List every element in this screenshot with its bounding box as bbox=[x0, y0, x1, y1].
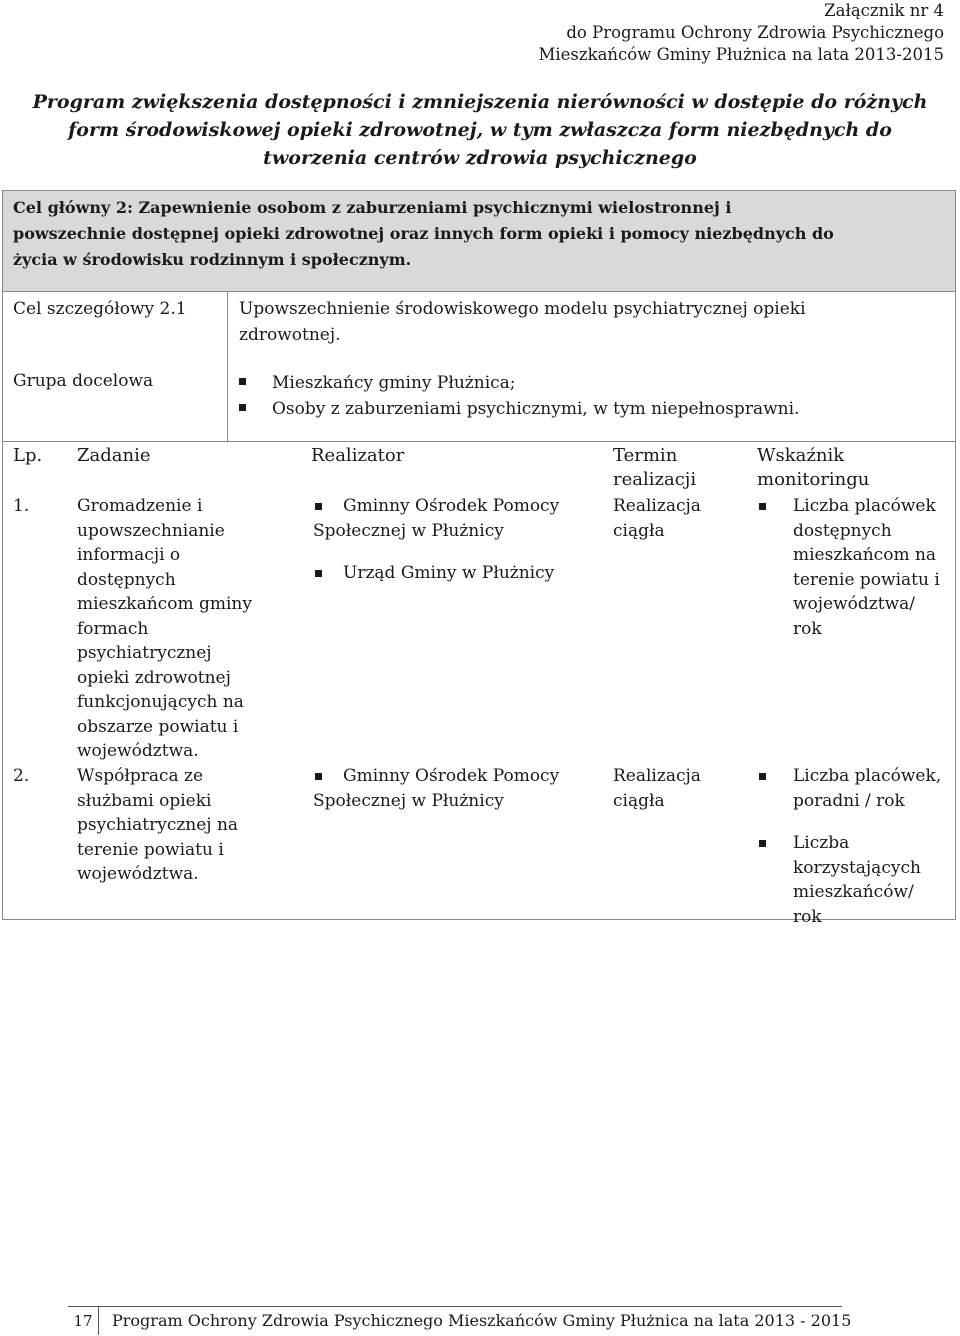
square-bullet-icon bbox=[759, 773, 766, 780]
indicator-line: rok bbox=[793, 618, 822, 639]
tasks-table bbox=[2, 442, 956, 927]
row-2-executors bbox=[313, 764, 603, 813]
executor-item bbox=[313, 561, 603, 586]
task-line: upowszechnianie bbox=[77, 520, 225, 541]
header-term-line-1: Termin bbox=[613, 445, 678, 466]
term-line: ciągła bbox=[613, 790, 665, 811]
task-line: opieki zdrowotnej bbox=[77, 667, 231, 688]
row-2-lp: 2. bbox=[13, 766, 30, 786]
task-line: informacji o bbox=[77, 545, 181, 565]
row-1-indicators bbox=[757, 494, 953, 641]
indicator-line: mieszkańcom na bbox=[793, 545, 937, 565]
target-group-item bbox=[239, 370, 516, 396]
row-1-lp: 1. bbox=[13, 496, 30, 516]
specific-goal-line-2: zdrowotnej. bbox=[239, 325, 341, 345]
header-indicator-line-1: Wskaźnik bbox=[757, 445, 845, 466]
square-bullet-icon bbox=[315, 773, 322, 780]
page-footer bbox=[68, 1306, 852, 1335]
term-line: ciągła bbox=[613, 520, 665, 541]
annex-line-1: Załącznik nr 4 bbox=[824, 1, 944, 20]
row-1-executors bbox=[313, 494, 603, 586]
header-term bbox=[613, 444, 696, 492]
indicator-item bbox=[757, 494, 953, 641]
indicator-line: terenie powiatu i bbox=[793, 569, 940, 590]
square-bullet-icon bbox=[239, 404, 246, 411]
indicator-item bbox=[757, 831, 953, 929]
indicator-line: Liczba placówek, bbox=[793, 766, 942, 786]
indicator-line: województwa/ bbox=[793, 594, 915, 614]
target-group-item-text: Osoby z zaburzeniami psychicznymi, w tym niepełnosprawni. bbox=[272, 399, 800, 419]
executor-line: Gminny Ośrodek Pomocy bbox=[343, 766, 560, 786]
specific-goal-label: Cel szczegółowy 2.1 bbox=[13, 299, 187, 319]
indicator-line: dostępnych bbox=[793, 520, 892, 541]
indicator-line: rok bbox=[793, 906, 822, 927]
task-line: województwa. bbox=[77, 741, 199, 761]
indicator-line: poradni / rok bbox=[793, 790, 905, 811]
indicator-line: korzystających bbox=[793, 857, 921, 878]
executor-item bbox=[313, 764, 603, 813]
title-line-2: form środowiskowej opieki zdrowotnej, w tym zwłaszcza form niezbędnych do bbox=[68, 119, 892, 141]
row-2-task bbox=[77, 764, 297, 887]
main-goal-line-1: Cel główny 2: Zapewnienie osobom z zaburzeniami psychicznymi wielostronnej i bbox=[13, 198, 732, 217]
square-bullet-icon bbox=[239, 378, 246, 385]
header-lp: Lp. bbox=[13, 445, 43, 466]
term-line: Realizacja bbox=[613, 766, 701, 786]
task-line: Gromadzenie i bbox=[77, 496, 203, 516]
task-line: służbami opieki bbox=[77, 790, 212, 811]
main-goal-line-3: życia w środowisku rodzinnym i społecznym. bbox=[13, 250, 412, 269]
indicator-item bbox=[757, 764, 953, 813]
target-group-item-text: Mieszkańcy gminy Płużnica; bbox=[272, 373, 516, 393]
specific-goal-block bbox=[2, 292, 956, 442]
column-divider bbox=[227, 292, 228, 441]
task-line: formach bbox=[77, 618, 149, 639]
title-line-1: Program zwiększenia dostępności i zmniejszenia nierówności w dostępie do różnych bbox=[32, 91, 928, 113]
term-line: Realizacja bbox=[613, 496, 701, 516]
square-bullet-icon bbox=[315, 503, 322, 510]
specific-goal-line-1: Upowszechnienie środowiskowego modelu psychiatrycznej opieki bbox=[239, 299, 806, 319]
square-bullet-icon bbox=[315, 570, 322, 577]
task-line: mieszkańcom gminy bbox=[77, 594, 252, 614]
row-1-task bbox=[77, 494, 297, 764]
target-group-item bbox=[239, 396, 799, 422]
indicator-line: Liczba placówek bbox=[793, 496, 936, 516]
task-line: obszarze powiatu i bbox=[77, 716, 239, 737]
row-2-term bbox=[613, 764, 701, 813]
indicator-line: mieszkańców/ bbox=[793, 882, 914, 902]
target-group-label: Grupa docelowa bbox=[13, 371, 154, 391]
executor-line: Urząd Gminy w Płużnicy bbox=[343, 563, 555, 583]
annex-header bbox=[424, 0, 944, 66]
task-line: terenie powiatu i bbox=[77, 839, 224, 860]
task-line: funkcjonujących na bbox=[77, 692, 244, 712]
title-line-3: tworzenia centrów zdrowia psychicznego bbox=[263, 147, 697, 169]
annex-line-2: do Programu Ochrony Zdrowia Psychicznego bbox=[566, 23, 944, 42]
task-line: województwa. bbox=[77, 864, 199, 884]
main-goal-line-2: powszechnie dostępnej opieki zdrowotnej oraz innych form opieki i pomocy niezbędnych do bbox=[13, 224, 834, 243]
executor-line: Gminny Ośrodek Pomocy bbox=[343, 496, 560, 516]
executor-item bbox=[313, 494, 603, 543]
task-line: dostępnych bbox=[77, 569, 176, 590]
footer-text: Program Ochrony Zdrowia Psychicznego Mieszkańców Gminy Płużnica na lata 2013 - 2015 bbox=[112, 1311, 852, 1330]
page-number: 17 bbox=[68, 1307, 99, 1335]
header-task: Zadanie bbox=[77, 445, 151, 466]
row-2-indicators bbox=[757, 764, 953, 929]
task-line: psychiatrycznej bbox=[77, 643, 212, 663]
square-bullet-icon bbox=[759, 503, 766, 510]
indicator-line: Liczba bbox=[793, 833, 850, 853]
executor-line: Społecznej w Płużnicy bbox=[313, 520, 504, 541]
main-goal-box bbox=[2, 190, 956, 292]
annex-line-3: Mieszkańców Gminy Płużnica na lata 2013-2015 bbox=[538, 45, 944, 64]
header-term-line-2: realizacji bbox=[613, 469, 697, 490]
executor-line: Społecznej w Płużnicy bbox=[313, 790, 504, 811]
square-bullet-icon bbox=[759, 840, 766, 847]
header-executor: Realizator bbox=[311, 445, 405, 466]
header-indicator-line-2: monitoringu bbox=[757, 469, 870, 490]
task-line: Współpraca ze bbox=[77, 766, 204, 786]
row-1-term bbox=[613, 494, 701, 543]
task-line: psychiatrycznej na bbox=[77, 815, 239, 835]
document-title bbox=[10, 88, 950, 172]
header-indicator bbox=[757, 444, 869, 492]
